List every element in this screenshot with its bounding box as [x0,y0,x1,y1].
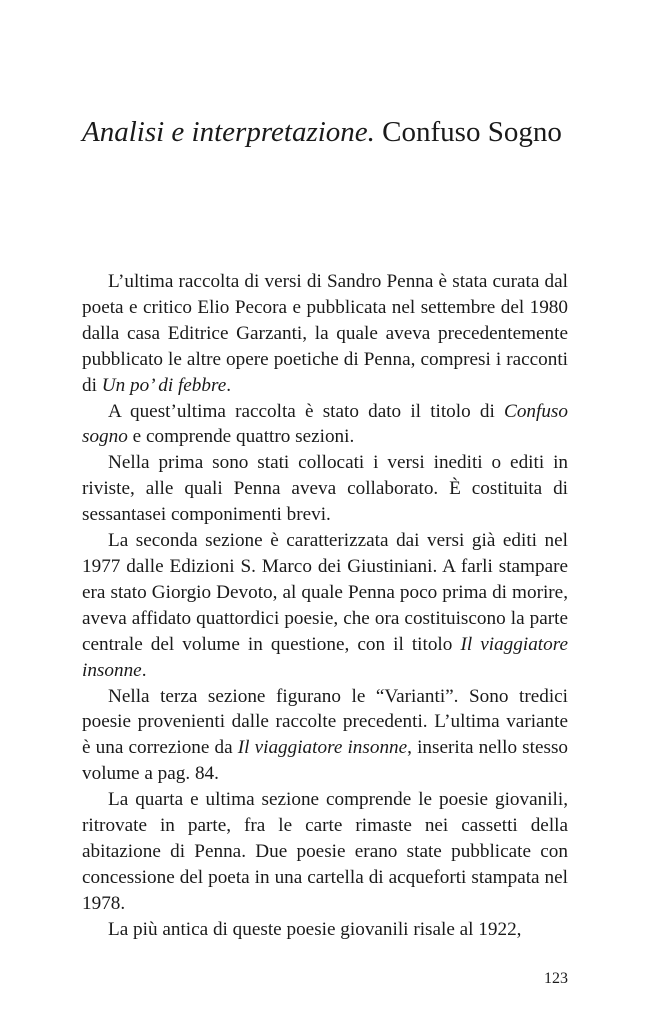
text-run: . [141,659,147,681]
paragraph [82,787,568,917]
italic-title: Un po’ di febbre [101,374,227,396]
text-run: La quarta e ultima sezione comprende le poesie giovanili, ritrovate in parte, fra le carte rimaste nei cassetti della abitazione di Penna. Due poesie erano state pubblicate con concessione del poeta in una cartella di acqueforti stampata nel 1978. [82,789,568,914]
body-text [82,269,568,943]
text-run: L’ultima raccolta di versi di Sandro Penna è stata curata dal poeta e critico Elio Pecora e pubblicata nel settembre del 1980 dalla casa Editrice Garzanti, la quale aveva precedentemente pubblicato le altre opere poetiche di Penna, compresi i racconti di [82,271,568,396]
heading-italic: Analisi e interpretazione. [82,116,375,148]
paragraph [82,269,568,399]
text-run: , inserita nello stesso volume a pag. 84. [82,737,569,785]
paragraph [82,450,568,528]
italic-title: Confuso sogno [82,400,568,448]
heading-title: Confuso Sogno [382,116,562,148]
text-run: La più antica di queste poesie giovanili risale al 1922, [108,918,522,940]
text-run: A quest’ultima raccolta è stato dato il titolo di [108,400,505,422]
italic-title: Il viaggiatore insonne [237,737,408,759]
italic-title: Il viaggiatore insonne [82,633,568,681]
text-run: Nella terza sezione figurano le “Varianti”. Sono tredici poesie provenienti dalle raccolte precedenti. L’ultima variante è una correzione da [82,685,568,759]
paragraph [82,684,568,788]
paragraph [82,399,568,451]
page-number: 123 [544,970,568,987]
text-run: Nella prima sono stati collocati i versi inediti o editi in riviste, alle quali Penna aveva collaborato. È costituita di sessantasei componimenti brevi. [82,452,568,526]
paragraph [82,917,568,943]
text-run: La seconda sezione è caratterizzata dai versi già editi nel 1977 dalle Edizioni S. Marco dei Giustiniani. A farli stampare era stato Giorgio Devoto, al quale Penna poco prima di morire, aveva affidato quattordici poesie, che ora costituiscono la parte centrale del volume in questione, con il titolo [82,530,568,655]
chapter-heading [82,112,582,152]
paragraph [82,528,568,683]
text-run: . [226,374,232,396]
text-run: e comprende quattro sezioni. [127,426,355,448]
